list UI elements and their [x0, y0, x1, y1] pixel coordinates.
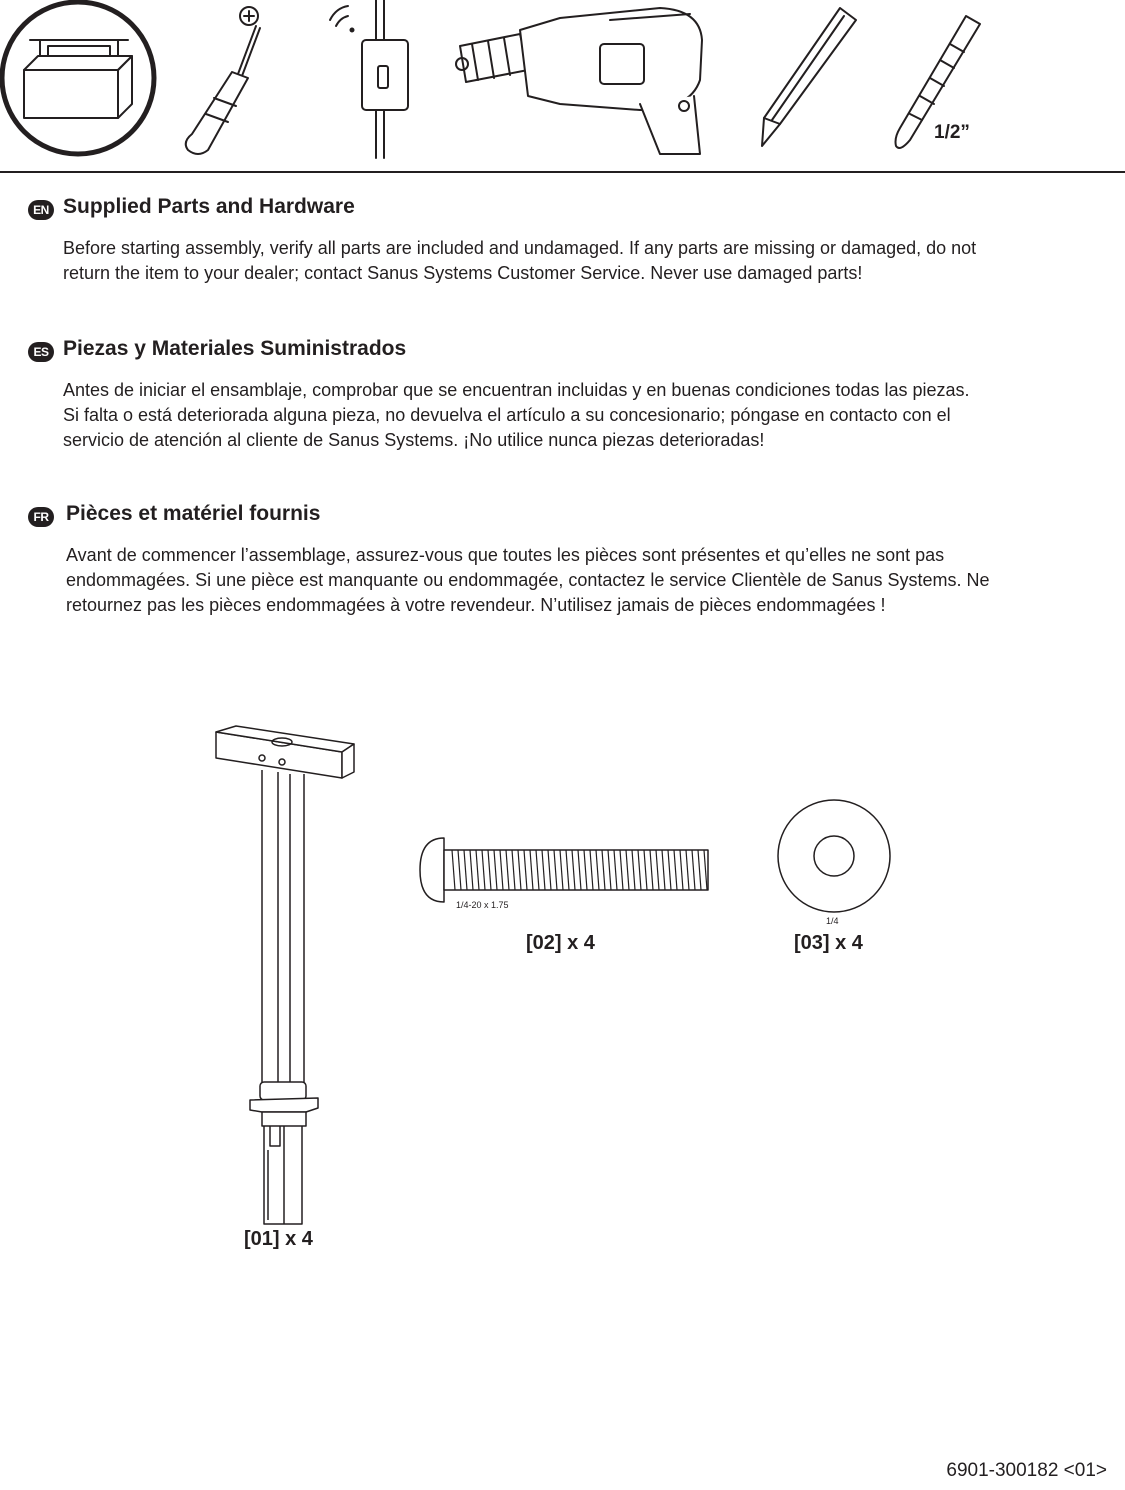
language-badge: EN — [28, 200, 54, 220]
section-title: Supplied Parts and Hardware — [63, 195, 355, 218]
body-line: endommagées. Si une pièce est manquante ou endommagée, contactez le service Clientèle de Sanus Systems. Ne — [66, 570, 990, 590]
toolbox-icon — [2, 2, 154, 154]
part-label-02: [02] x 4 — [526, 932, 595, 954]
section-body — [63, 378, 1073, 453]
body-line: Before starting assembly, verify all parts are included and undamaged. If any parts are missing or damaged, do not — [63, 238, 977, 258]
body-line: retournez pas les pièces endommagées à votre revendeur. N’utilisez jamais de pièces endommagées ! — [66, 595, 886, 615]
header-divider — [0, 171, 1125, 173]
power-drill-icon — [456, 8, 702, 154]
body-line: servicio de atención al cliente de Sanus Systems. ¡No utilice nunca piezas deterioradas! — [63, 430, 765, 450]
drill-bit-size: 1/2” — [934, 122, 970, 143]
bolt-icon — [420, 838, 708, 902]
bolt-spec: 1/4-20 x 1.75 — [456, 900, 509, 910]
stud-finder-icon — [330, 0, 408, 158]
section-title: Pièces et matériel fournis — [66, 502, 321, 525]
part-label-03: [03] x 4 — [794, 932, 863, 954]
body-line: Si falta o está deteriorada alguna pieza, no devuelva el artículo a su concesionario; póngase en contacto con el — [63, 405, 951, 425]
post-bracket-icon — [216, 726, 354, 1224]
language-badge: ES — [28, 342, 54, 362]
pencil-icon — [762, 8, 856, 146]
section-title: Piezas y Materiales Suministrados — [63, 337, 407, 360]
washer-spec: 1/4 — [826, 916, 839, 926]
phillips-screwdriver-icon — [186, 7, 260, 154]
required-tools — [0, 0, 1125, 175]
section-body — [66, 543, 1076, 618]
document-number: 6901-300182 <01> — [946, 1460, 1107, 1481]
washer-icon — [778, 800, 890, 912]
body-line: Antes de iniciar el ensamblaje, comprobar que se encuentran incluidas y en buenas condiciones todas las piezas. — [63, 380, 970, 400]
parts-illustration — [0, 720, 1125, 1280]
body-line: return the item to your dealer; contact Sanus Systems Customer Service. Never use damaged parts! — [63, 263, 863, 283]
body-line: Avant de commencer l’assemblage, assurez-vous que toutes les pièces sont présentes et qu’elles ne sont pas — [66, 545, 945, 565]
part-label-01: [01] x 4 — [244, 1228, 313, 1250]
language-badge: FR — [28, 507, 54, 527]
section-body — [63, 236, 1073, 286]
